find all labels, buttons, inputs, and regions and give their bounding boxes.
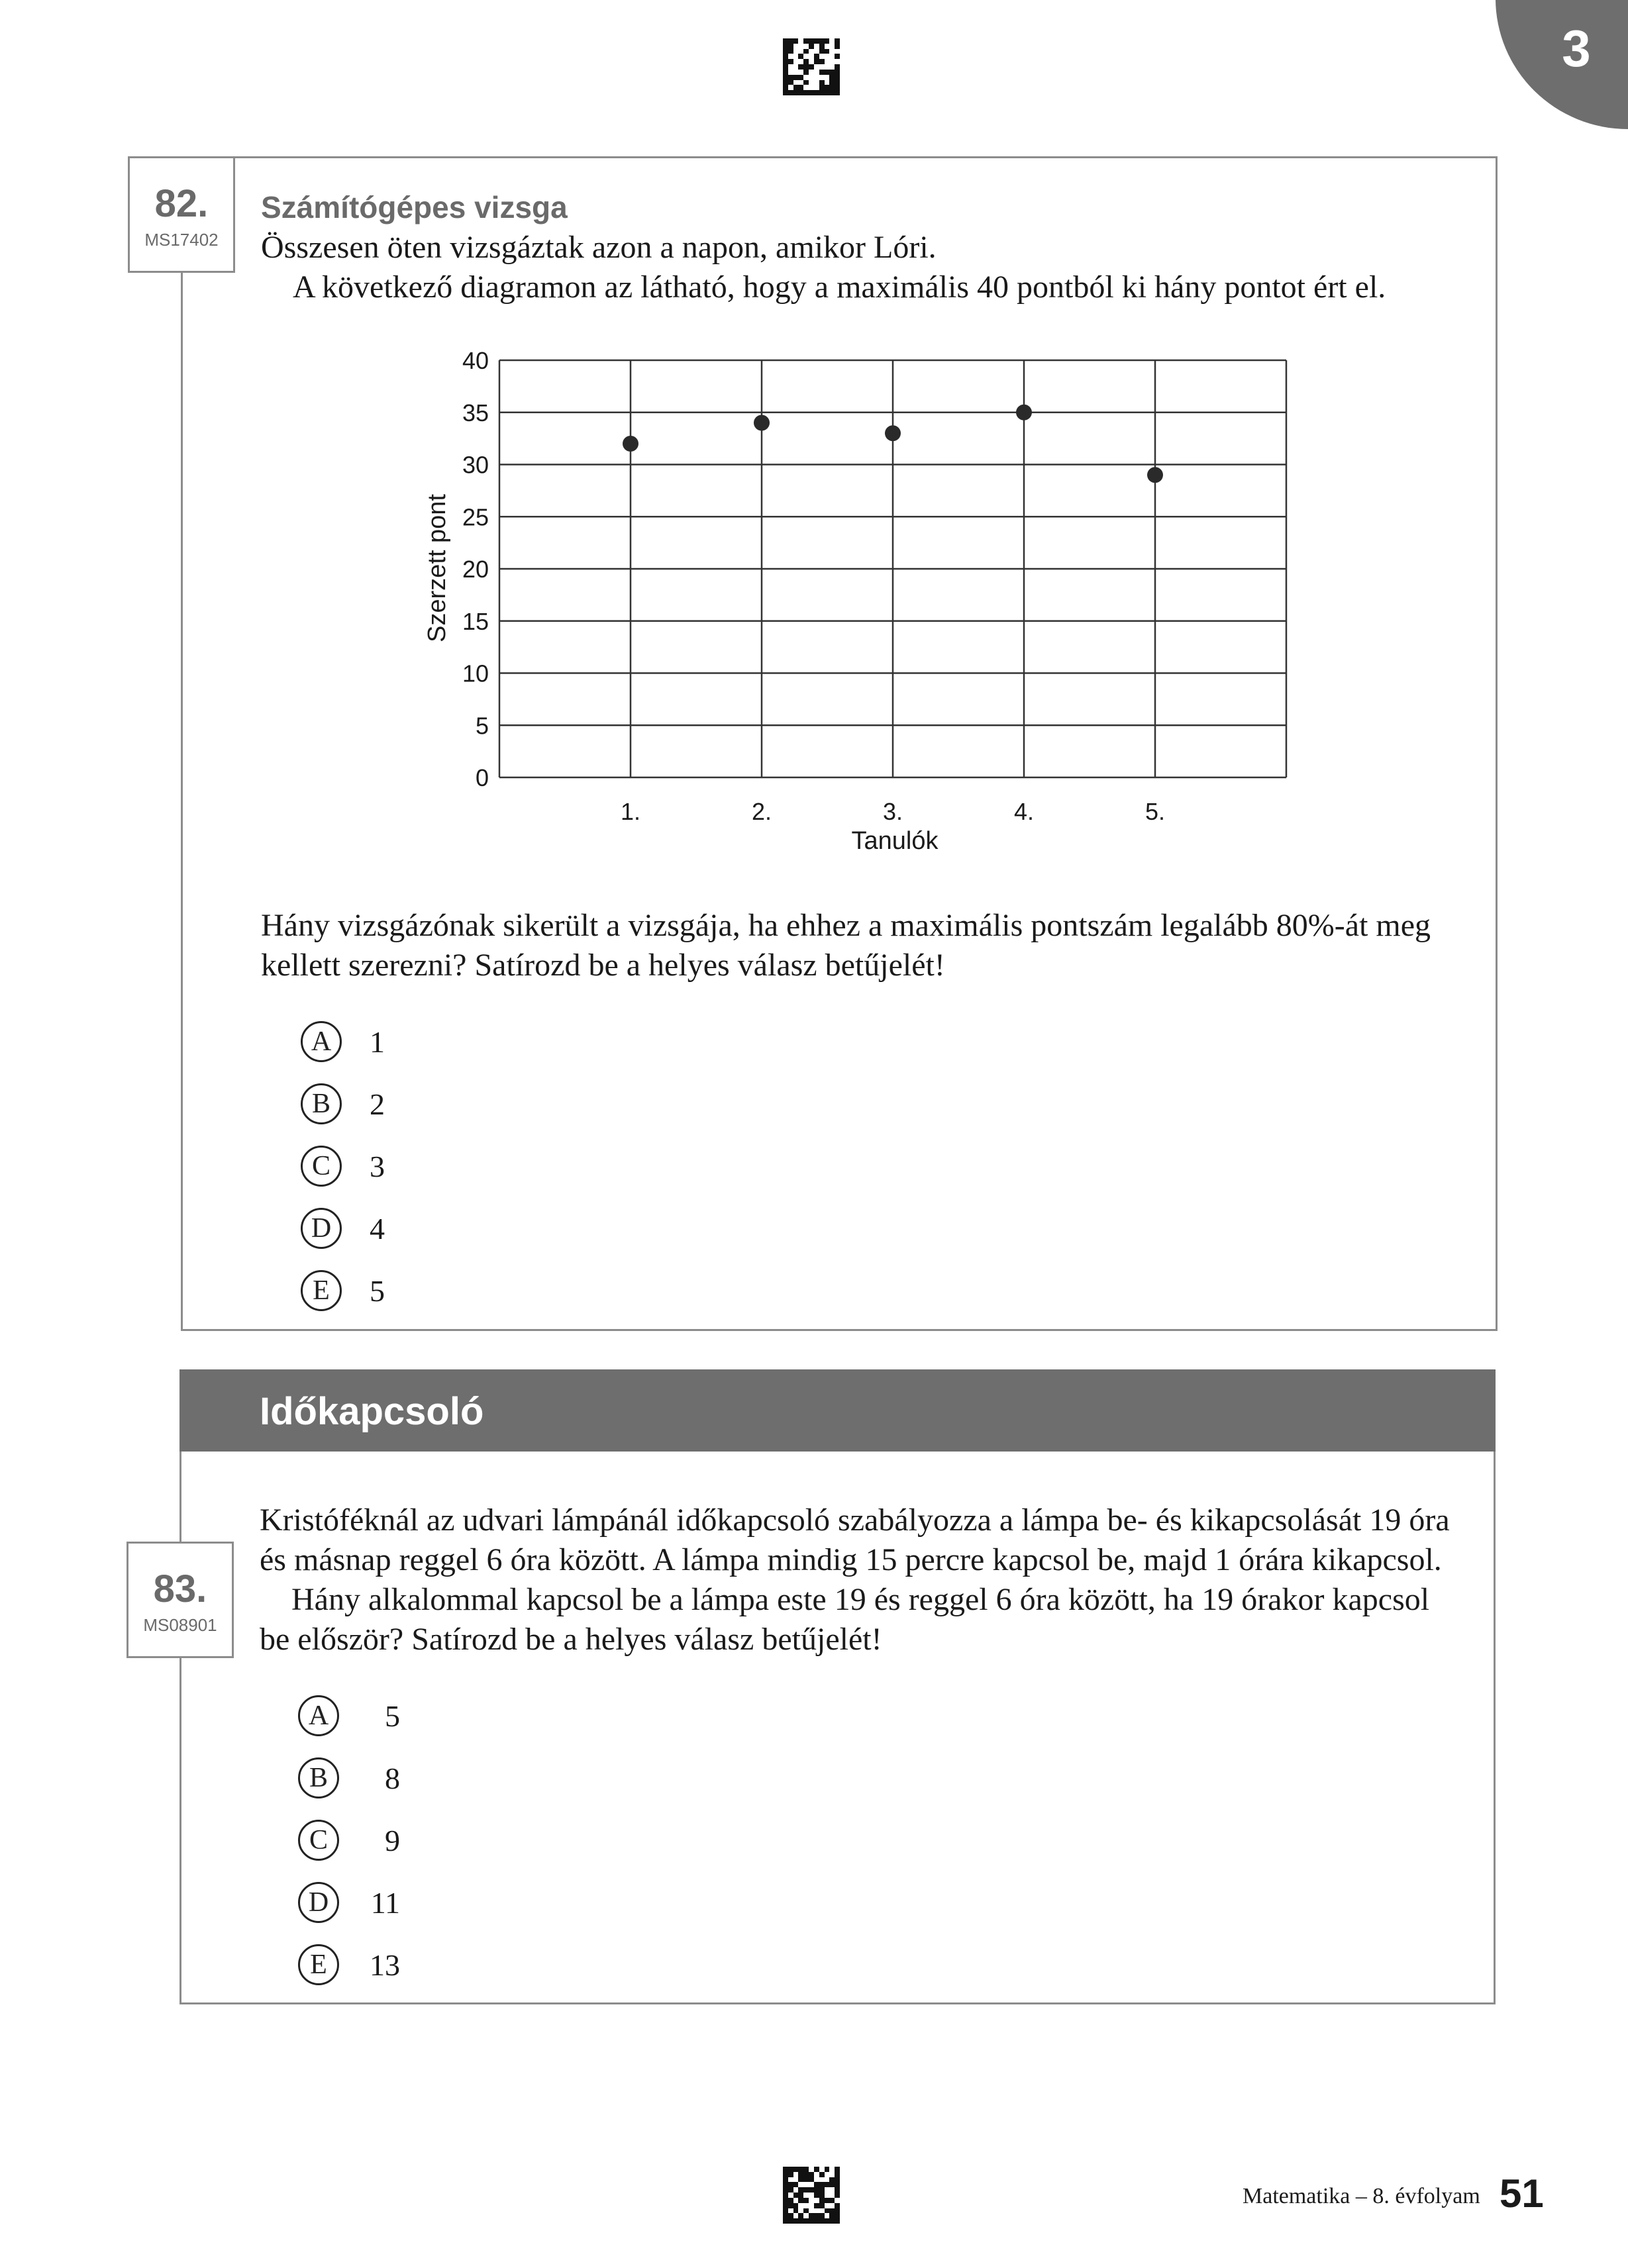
datamatrix-code-top — [783, 38, 840, 95]
answer-value: 5 — [370, 1273, 385, 1308]
section-number: 3 — [1562, 19, 1591, 77]
answer-bubble[interactable]: D — [301, 1208, 342, 1249]
question-line-1: Hány vizsgázónak sikerült a vizsgája, ha ehhez a maximális pontszám legalább 80%-át meg — [261, 908, 1431, 943]
task-82-number-box — [128, 156, 235, 273]
y-tick-label: 25 — [462, 503, 489, 531]
answer-value: 13 — [370, 1948, 400, 1982]
task-number: 82. — [154, 182, 209, 225]
answer-option-b[interactable] — [301, 1073, 385, 1135]
answer-option-d[interactable] — [298, 1871, 400, 1934]
task-number: 83. — [153, 1567, 207, 1610]
answer-bubble[interactable]: C — [301, 1146, 342, 1187]
answer-bubble[interactable]: A — [301, 1021, 342, 1062]
task-83-banner-title: Időkapcsoló — [260, 1390, 484, 1433]
task-code: MS08901 — [143, 1615, 217, 1635]
task-82-question — [261, 906, 1486, 985]
answer-option-d[interactable] — [301, 1197, 385, 1259]
y-tick-label: 35 — [462, 399, 489, 426]
answer-value: 9 — [385, 1823, 400, 1857]
x-tick-label: 2. — [751, 798, 772, 825]
answer-value: 8 — [385, 1761, 400, 1795]
x-axis-label: Tanulók — [851, 827, 939, 855]
answer-option-e[interactable] — [298, 1934, 400, 1996]
answer-value: 3 — [370, 1149, 385, 1183]
data-point — [885, 425, 901, 441]
x-tick-label: 5. — [1145, 798, 1166, 825]
datamatrix-code-bottom — [783, 2167, 840, 2224]
answer-value: 4 — [370, 1211, 385, 1246]
answer-option-a[interactable] — [298, 1685, 400, 1747]
task-code: MS17402 — [144, 230, 219, 250]
intro-line-1: Összesen öten vizsgáztak azon a napon, amikor Lóri. — [261, 230, 937, 265]
answer-bubble[interactable]: C — [298, 1820, 339, 1861]
y-tick-label: 15 — [462, 607, 489, 635]
task-82-title: Számítógépes vizsga — [261, 190, 568, 224]
task-83-number-box — [127, 1542, 234, 1658]
y-tick-labels — [462, 347, 489, 791]
x-tick-labels — [621, 798, 1165, 825]
answer-option-e[interactable] — [301, 1259, 385, 1322]
question-line-2: kellett szerezni? Satírozd be a helyes válasz betűjelét! — [261, 948, 945, 983]
text-line-1: Kristóféknál az udvari lámpánál időkapcsoló szabályozza a lámpa be- és kikapcsolását 19 óra — [260, 1503, 1450, 1538]
answer-bubble[interactable]: B — [298, 1757, 339, 1799]
answer-bubble[interactable]: E — [301, 1270, 342, 1311]
answer-option-c[interactable] — [298, 1809, 400, 1871]
page-number: 51 — [1500, 2171, 1544, 2216]
answer-value: 5 — [385, 1699, 400, 1733]
intro-line-2: A következő diagramon az látható, hogy a maximális 40 pontból ki hány pontot ért el. — [293, 270, 1386, 305]
y-tick-label: 20 — [462, 556, 489, 583]
task-82-intro — [261, 228, 1480, 307]
answer-value: 11 — [370, 1885, 400, 1920]
y-tick-label: 5 — [475, 712, 489, 740]
text-line-4: be először? Satírozd be a helyes válasz betűjelét! — [260, 1622, 882, 1657]
x-tick-label: 1. — [620, 798, 641, 825]
answer-value: 2 — [370, 1087, 385, 1121]
chart-grid — [499, 360, 1286, 777]
data-point — [623, 436, 638, 452]
y-tick-label: 0 — [475, 764, 489, 791]
y-tick-label: 40 — [462, 347, 489, 374]
y-tick-label: 10 — [462, 660, 489, 687]
task-83-options — [298, 1685, 400, 1996]
score-scatter-chart — [417, 344, 1305, 861]
answer-bubble[interactable]: A — [298, 1695, 339, 1736]
data-point — [754, 415, 770, 431]
text-line-3: Hány alkalommal kapcsol be a lámpa este 19 és reggel 6 óra között, ha 19 órakor kapcsol — [291, 1582, 1430, 1617]
answer-option-b[interactable] — [298, 1747, 400, 1809]
answer-option-c[interactable] — [301, 1135, 385, 1197]
answer-bubble[interactable]: E — [298, 1944, 339, 1985]
text-line-2: és másnap reggel 6 óra között. A lámpa mindig 15 percre kapcsol be, majd 1 órára kikapcsol. — [260, 1542, 1442, 1577]
x-tick-label: 3. — [882, 798, 903, 825]
footer-subject: Matematika – 8. évfolyam — [1243, 2184, 1480, 2208]
y-axis-label: Szerzett pont — [423, 494, 451, 642]
answer-bubble[interactable]: D — [298, 1882, 339, 1923]
x-tick-label: 4. — [1013, 798, 1035, 825]
task-83-text — [260, 1501, 1492, 1659]
answer-value: 1 — [370, 1024, 385, 1059]
y-tick-label: 30 — [462, 451, 489, 479]
data-point — [1016, 405, 1032, 420]
data-point — [1147, 467, 1163, 483]
answer-option-a[interactable] — [301, 1011, 385, 1073]
answer-bubble[interactable]: B — [301, 1083, 342, 1124]
task-82-options — [301, 1011, 385, 1322]
